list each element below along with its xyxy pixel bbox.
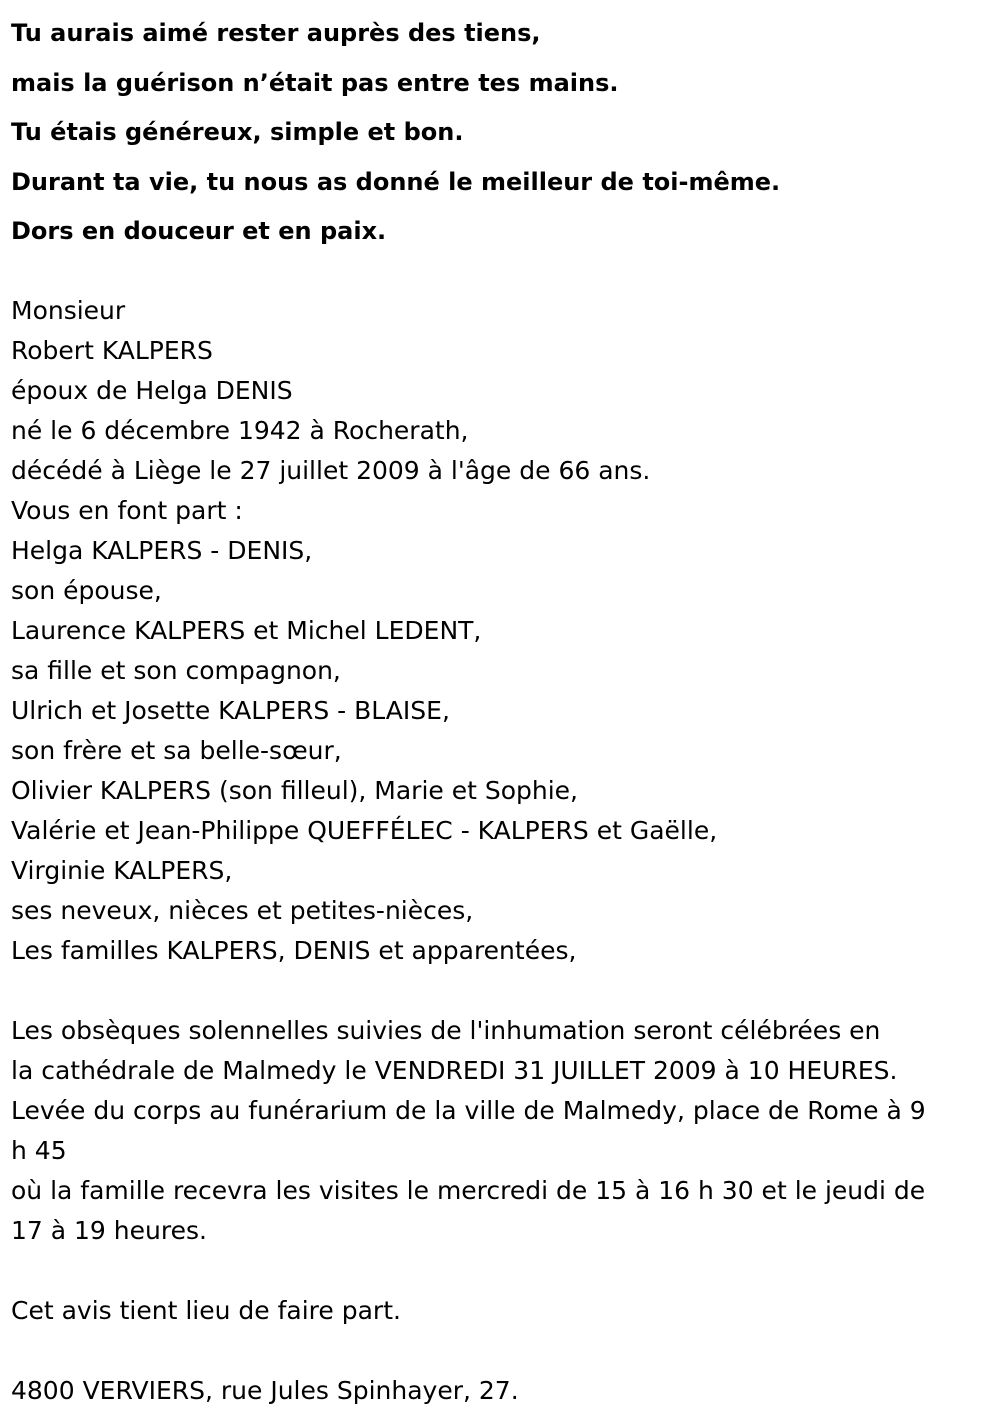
poem-line: Tu étais généreux, simple et bon.	[11, 118, 464, 146]
family-line: Helga KALPERS - DENIS,	[11, 535, 313, 565]
family-line: Laurence KALPERS et Michel LEDENT,	[11, 615, 482, 645]
funeral-line: Levée du corps au funérarium de la ville de Malmedy, place de Rome à 9	[11, 1095, 926, 1125]
poem	[11, 9, 991, 257]
poem-line: Durant ta vie, tu nous as donné le meilleur de toi-même.	[11, 167, 781, 196]
poem-line: Tu aurais aimé rester auprès des tiens,	[11, 19, 541, 47]
announcement-line: Vous en font part :	[11, 495, 243, 525]
birth-line: né le 6 décembre 1942 à Rocherath,	[11, 415, 469, 445]
announcement-line: Monsieur	[11, 295, 126, 325]
poem-line: Dors en douceur et en paix.	[11, 217, 387, 245]
funeral-line: la cathédrale de Malmedy le VENDREDI 31 JUILLET 2009 à 10 HEURES.	[11, 1055, 898, 1085]
spacer	[11, 971, 991, 1011]
family-line: Valérie et Jean-Philippe QUEFFÉLEC - KALPERS et Gaëlle,	[11, 815, 718, 845]
family-line: Les familles KALPERS, DENIS et apparentées,	[11, 935, 577, 965]
funeral-details	[11, 1011, 991, 1251]
funeral-line: Les obsèques solennelles suivies de l'inhumation seront célébrées en	[11, 1015, 881, 1045]
poem-line: mais la guérison n’était pas entre tes mains.	[11, 68, 619, 97]
spacer	[11, 1251, 991, 1291]
funeral-line: 17 à 19 heures.	[11, 1215, 207, 1245]
funeral-line: h 45	[11, 1135, 67, 1165]
funeral-line: où la famille recevra les visites le mercredi de 15 à 16 h 30 et le jeudi de	[11, 1175, 926, 1205]
spacer	[11, 1331, 991, 1371]
family-line: ses neveux, nièces et petites-nièces,	[11, 895, 474, 925]
address-text: 4800 VERVIERS, rue Jules Spinhayer, 27.	[11, 1375, 519, 1405]
deceased-name: Robert KALPERS	[11, 335, 213, 365]
announcement	[11, 291, 991, 971]
family-line: son épouse,	[11, 575, 162, 605]
family-line: Virginie KALPERS,	[11, 855, 233, 885]
family-line: Ulrich et Josette KALPERS - BLAISE,	[11, 695, 450, 725]
family-line: sa fille et son compagnon,	[11, 655, 341, 685]
family-line: son frère et sa belle-sœur,	[11, 735, 342, 765]
family-line: Olivier KALPERS (son filleul), Marie et Sophie,	[11, 775, 579, 805]
death-line: décédé à Liège le 27 juillet 2009 à l'âge de 66 ans.	[11, 455, 651, 485]
announcement-line: époux de Helga DENIS	[11, 375, 293, 405]
obituary-notice	[11, 0, 991, 1411]
notice-text: Cet avis tient lieu de faire part.	[11, 1295, 401, 1325]
